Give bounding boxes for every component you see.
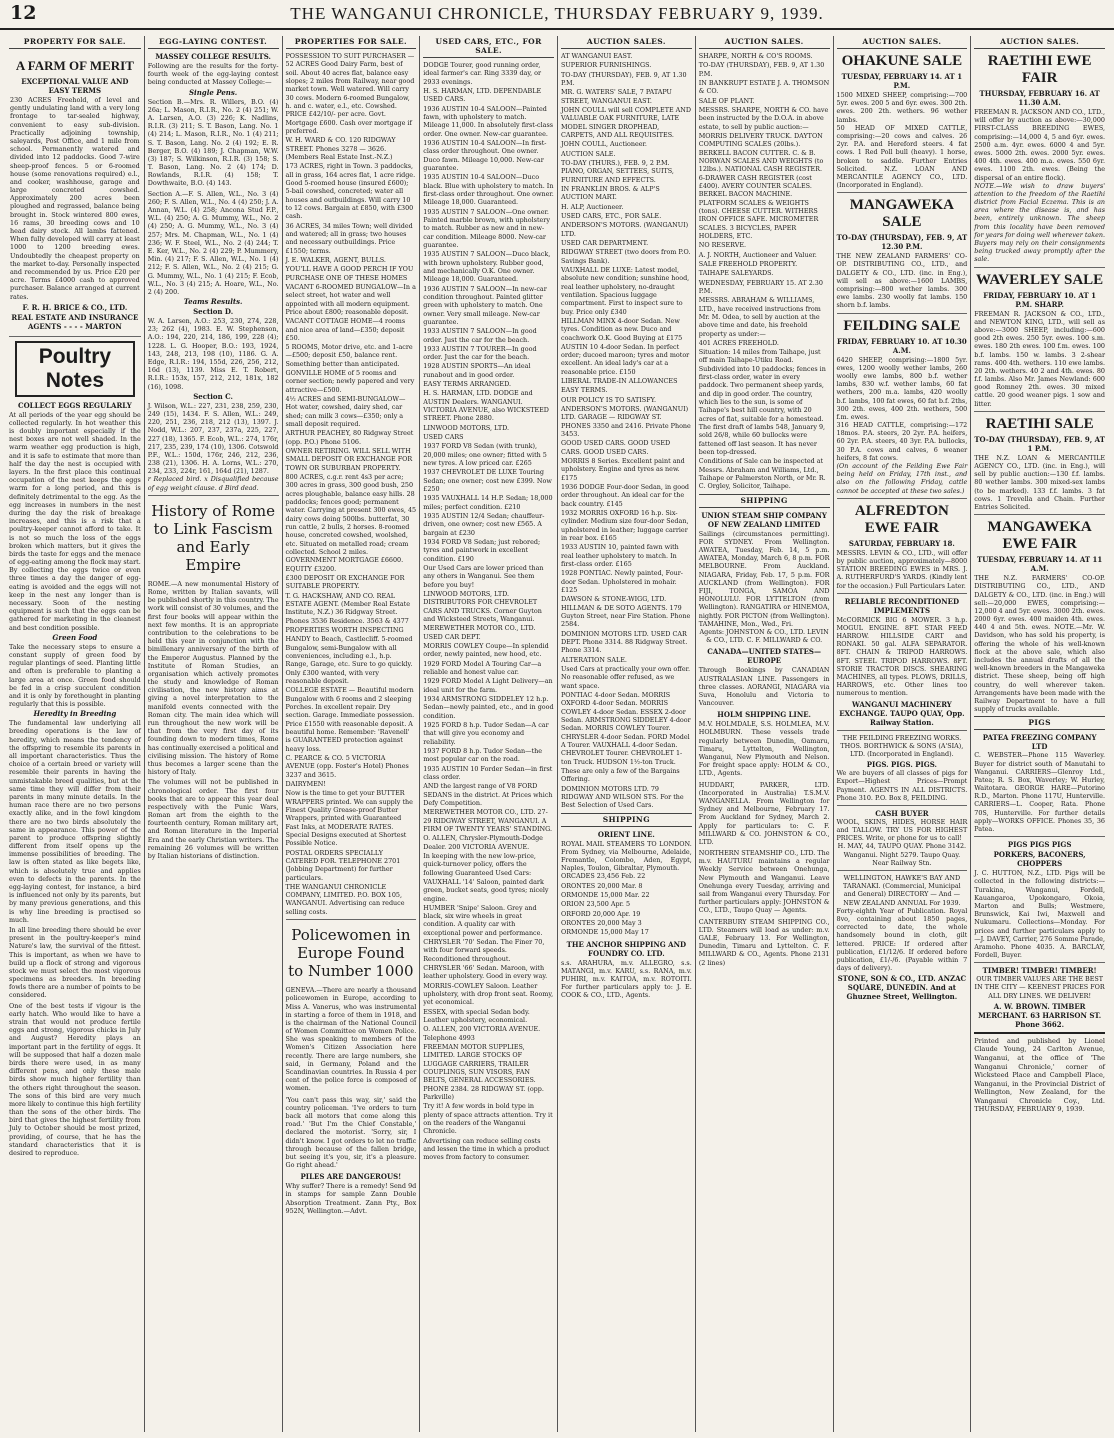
- used-car-listing: EASY TERMS ARRANGED.: [423, 380, 511, 389]
- property-listing: PROPERTIES WORTH INSPECTING: [285, 625, 404, 634]
- used-car-listing: O. ALLEN, 200 VICTORIA AVENUE. Telephone 4993: [423, 1025, 541, 1042]
- sailing-row: ORFORD 20,000 Apr. 19: [561, 909, 641, 918]
- auction-listing: H. ALP, Auctioneer.: [561, 202, 624, 211]
- property-listing: POSSESSION TO SUIT PURCHASER — 52 ACRES Good Dairy Farm, best of soil. About 40 acres flat, balance easy slopes; 2 miles from Railway, near good market town. Well watered. Will carry 30 cows. Modern 6-roomed Bungalow, h. and c. water, e.l., etc. Cowshed. PRICE £42/10/- per acre. Govt. Mortgage £600. Cash over mortgage if preferred.: [285, 52, 415, 135]
- auction-listing: SALE FREEHOLD PROPERTY.: [698, 259, 798, 268]
- section-b-results: Section B.—Mrs. R. Willers, B.O. (4) 26a; L. Mason, R.I.R., No. 2 (4) 251; W. A. Larsen, A.O. (3) 226; K. Nadlins, R.I.R. (3) 211; S. T. Bason, Lang. No. 1 (4) 214; L. Mason, R.I.R., No. 1 (4) 211; S. T. Bason, Lang. No. 2 (4) 192; E. R. Berger, B.O. (4) 189; J. Chapman, W.W. (3) 187; S. Wilkinson, R.I.R. (3) 158; S. T. Bason, Lang. No. 2 (4) 174; D. Rowlands, R.I.R. (4) 158; T. Dowthwaite, B.O. (4) 143.: [147, 97, 279, 188]
- used-car-listing: 1935 AUSTIN 7 SALOON—Duco black, with brown upholstery. Rubber good, and mechanically O.K. One owner. Mileage 18,000. Guaranteed.: [423, 250, 551, 284]
- used-car-listing: 1934 ARMSTRONG SIDDELEY 12 h.p. Sedan—newly painted, etc., and in good condition.: [423, 694, 554, 720]
- farm-title: A FARM OF MERIT: [15, 58, 134, 73]
- section-d-heading: Section D.: [193, 307, 234, 317]
- sailings-table: [561, 872, 692, 936]
- used-car-listing: HUMBER 'Snipe' Saloon. Grey and black, six wire wheels in great condition. A quality car with exceptional power and performance.: [423, 903, 543, 937]
- auction-listing: MORRIS DELIVERY TRUCK. DAYTON COMPUTING SCALES (20lbs.). BERKELL BACON CUTTER. C. & B. NORWAN SCALES AND WEIGHTS (to 12lbs.). NATIONAL CASH REGISTER. 6-DRAWER CASH REGISTER (cost £400). AVERY COUNTER SCALES. BERKEL BACON MACHINE. PLATFORM SCALES & WEIGHTS (tons). CHEESE CUTTER. WITHERS IRON OFFICE SAFE. MICROMETER SCALES. 3 BICYCLES, PAPER HOLDERS, ETC.: [698, 131, 824, 240]
- used-car-listing: FREEMAN MOTOR SUPPLIES, LIMITED. LARGE STOCKS OF LUGGAGE CARRIERS, TRAILER COUPLINGS, SUN VISORS, FAN BELTS, GENERAL ACCESSORIES. PHONE 2384. 28 RIDGWAY ST. (opp. Parkville): [423, 1043, 544, 1102]
- auction-listings: [699, 52, 830, 491]
- divider: [837, 498, 968, 499]
- ussco-heading: UNION STEAM SHIP COMPANY OF NEW ZEALAND LIMITED: [701, 510, 827, 529]
- freezing-works: THE FEILDING FREEZING WORKS. THOS. BORTHWICK & SONS (A'SIA), LTD. (Incorporated in England).: [840, 733, 964, 758]
- used-car-listing: 1929 FORD Model A Touring Car—a reliable and honest value car.: [423, 659, 542, 676]
- property-listing: DAIRYMEN!: [285, 779, 326, 788]
- replacement-note: r Replaced bird. x Disqualified because of egg weight clause. d Bird dead.: [147, 475, 279, 492]
- used-car-listing: MEREWETHER MOTOR CO., LTD. USED CAR DEPT.: [423, 624, 536, 641]
- used-car-listing: 1935 AUSTIN 10 Forder Sedan—in first class order.: [423, 764, 553, 781]
- used-car-listing: Our Used Cars are lower priced than any others in Wanganui. See them before you buy!: [423, 564, 544, 589]
- auction-listing: AUSTIN 10 4-door Sedan. In perfect order; ducoed maroon; tyres and motor excellent. An ideal lady's car at a reasonable price. £150: [561, 342, 690, 376]
- canada-heading: CANADA—UNITED STATES—EUROPE: [707, 647, 821, 666]
- auction-listing: AUCTION SALE.: [561, 149, 616, 158]
- mangaweka-sale-body: THE NEW ZEALAND FARMERS' CO-OP. DISTRIBUTING CO., LTD., and DALGETY & CO., LTD. (inc. in Eng.), will sell as above:—1600 LAMBS, comprising:—800 wether lambs. 300 ewe lambs. 230 woolly fat lambs. 150 shorn b.f. lambs.: [836, 252, 968, 310]
- ussco-agents: Agents: JOHNSTON & CO., LTD. LEVIN & CO., LTD. C. F. MILLWARD & CO.: [699, 627, 829, 645]
- used-car-listing: 1937 FORD 8 h.p. Tudor Sedan—the most popular car on the road.: [423, 746, 543, 764]
- column-1: [6, 36, 144, 1432]
- property-listing: 36 ACRES, 34 miles Town; well divided and watered; all in grass; two houses and necessary outbuildings. Price £1550; terms.: [285, 221, 413, 255]
- column-8: [970, 36, 1108, 1432]
- timber-heading: TIMBER! TIMBER! TIMBER!: [982, 966, 1097, 976]
- divider: [974, 962, 1105, 963]
- northern-body: NORTHERN STEAMSHIP CO., LTD. The m.v. HAUTURU maintains a regular Weekly Service between Onehunga, New Plymouth and Wanganui. Leave Onehunga every Tuesday, arriving and sail from Wanganui every Thursday. For further particulars apply: JOHNSTON & CO., LTD., Taupo Quay — Agents.: [698, 849, 830, 915]
- heredity-heading: Heredity in Breeding: [33, 709, 117, 719]
- auction-listing: MESSRS. SHARPE, NORTH & CO. have been instructed by the D.O.A. in above estate, to sell by public auction:—: [698, 105, 829, 131]
- column-3: [282, 36, 420, 1432]
- farm-body: 230 ACRES Freehold, of level and gently undulating land with a very long frontage to tar-sealed highway, convenient to easy sub-division. Practically adjoining township, saleyards, Post Office, and 1 mile from school. Permanently watered and divided into 12 paddocks. Good 7-wire sheep-proof fences. 5 or 6-roomed house (some renovations required) e.l., and cooker, washhouse, garage and large concreted cowshed. Approximately 200 acres been ploughed and regrassed, balance being brought in. Stock wintered 800 ewes, 16 rams, 30 breeding cows and 10 head dairy stock. All lambs fattened. When fully developed will carry at least 1000 to 1200 breeding ewes. Undoubtedly the cheapest property on the market to-day. Personally inspected and recommended by us. Price £20 per acre. Terms £4000 cash to approved purchaser. Balance arranged at current rates.: [10, 96, 140, 301]
- used-car-listing: 1937 CHEVROLET DE LUXE Touring Sedan; one owner; cost new £399. Now £250: [423, 468, 552, 494]
- section-heading: EGG-LAYING CONTEST.: [148, 36, 279, 49]
- auction-listing: A. J. NORTH, Auctioneer and Valuer.: [698, 250, 817, 259]
- holm-body: M.V. HOLMDALE, S.S. HOLMLEA, M.V. HOLMBURN. These vessels trade regularly between Dunedin, Oamaru, Timaru, Lyttelton, Wellington, Wanganui, New Plymouth and Nelson. For freight space apply: HOLM & CO., LTD., Agents.: [698, 720, 830, 778]
- section-heading: USED CARS, ETC., FOR SALE.: [423, 36, 554, 58]
- section-heading: PROPERTY FOR SALE.: [9, 36, 141, 49]
- divider: [974, 267, 1105, 268]
- contest-title: MASSEY COLLEGE RESULTS.: [155, 52, 271, 61]
- sailing-row: ORMONDE 15,000 Mar. 22: [561, 890, 650, 899]
- property-listing: 800 ACRES, c.g.r. rent 4s3 per acre; 300 acres in grass, 300 good bush, 250 acres ploughable, balance easy hills. 28 paddocks; fences good; permanent water. Carrying at present 300 ewes, 45 dairy cows doing 500lbs. butterfat, 30 run cattle, 2 bulls, 2 horses. 8-roomed house, concreted cowshed, woolshed, etc. Situated on metalled road; cream collected. School 2 miles. GOVERNMENT MORTGAGE £6600. EQUITY £3200.: [285, 473, 417, 573]
- auction-listing: 1928 PONTIAC. Newly painted, Four-door Sedan. Upholstered in mohair. £125: [561, 569, 683, 595]
- section-heading: PROPERTIES FOR SALE.: [286, 36, 417, 49]
- auction-listing: Situation: 14 miles from Taihape, just off main Taihape-Utiku Road. Subdivided into 10 paddocks; fences in first-class order, water in every paddock. Two permanent sheep yards, and dip in good order. The country, which lies to the sun, is some of Taihape's best hill country, with 20 acres of flat, suitable for a homestead. The first draft of lambs 548, January 9, sold 26/8, while 60 bullocks were fattened off last season. It has never been top-dressed.: [698, 348, 826, 457]
- used-car-listing: 1935 AUSTIN 7 SALOON—One owner. Painted marble brown, with upholstery to match. Rubber as new and in new-car condition. Mileage 8000. New-car guarantee.: [423, 207, 550, 249]
- property-listing: GONVILLE HOME of 5 rooms and corner section; newly papered and very attractive—£500.: [285, 369, 415, 394]
- section-c-results: J. Wilson, W.L.: 227, 231, 238, 259, 230, 249 (15), 1434. F. S. Allen, W.L.: 249, 220, 251, 236, 218, 212 (13), 1397. J. Nodd, W.L.: 207, 237, 237a, 225, 227, 227 (18), 1365. F. Ecob, W.L.: 274, 176r, 217, 235, 239, 174 (10), 1306. Cotswold P.F., W.L.: 150d, 176r, 246, 212, 236, 238 (21), 1306. H. A. Lorns, W.L.: 270, 234, 233, 224r, 161, 164d (21), 1287.: [147, 401, 279, 476]
- policewomen-title: Policewomen in Europe Found to Number 1000: [288, 926, 414, 981]
- used-car-listing: Try it! A few words in bold type in plenty of space attracts attention. Try it on the readers of the Wanganui Chronicle.: [423, 1102, 553, 1136]
- piles-heading: PILES ARE DANGEROUS!: [300, 1172, 402, 1182]
- heredity-body-3: One of the best tests if vigour is the early hatch. Who would like to have a strain that would not produce fertile eggs and strong, vigorous chicks in July and August? Heredity plays an important part in the fertility of eggs. It will be supposed that half a dozen male birds there were used, in as many different pens, and only these male birds show much higher fertility than the others right throughout the season. The sons of this bird are very much more likely to continue this high fertility than the sons of the other birds. The bird that gives the highest fertility from July to October should be most prized, providing, of course, that he has the standard characteristics that it is desired to reproduce.: [9, 1001, 141, 1157]
- raetihi-sale-date: TO-DAY (THURSDAY), FEB. 9, AT 1 P.M.: [974, 434, 1105, 453]
- mangaweka-sale-date: TO-DAY (THURSDAY), FEB. 9, AT 12.30 P.M.: [836, 233, 968, 252]
- auction-listing: 401 ACRES FREEHOLD.: [698, 338, 779, 347]
- page-number: 12: [10, 2, 37, 24]
- auction-listing: TO-DAY (THURSDAY), FEB. 9, AT 1.30 P.M.: [561, 70, 687, 87]
- auction-listing: RIDGWAY STREET (two doors from P.O. Savings Bank).: [561, 248, 691, 265]
- used-car-listing: 1936 AUSTIN 10-4 SALOON—In first-class order throughout. One owner. Duco fawn. Mileage 10,000. New-car guarantee.: [423, 138, 547, 172]
- auction-listing: TO-DAY (THURS.), FEB. 9, 2 P.M. PIANO, ORGAN, SETTEES, SUITS, FURNITURE AND EFFECTS.: [561, 158, 674, 184]
- pigs-line: PIGS PIGS PIGS: [1007, 840, 1072, 850]
- auction-listing: EASY TERMS.: [561, 386, 608, 395]
- divider: [837, 805, 968, 806]
- auction-listing: Conditions of Sale can be inspected at Messrs. Abraham and Williams, Ltd., Taihape or Palmerston North, or Mr. R. C. Orgley, Solicitor, Taihape.: [698, 457, 826, 491]
- canada-body: Through Bookings by CANADIAN AUSTRALASIAN LINE. Passengers in three classes. AORANGI, NIAGARA via Suva, Honolulu and Victoria to Vancouver.: [698, 666, 830, 708]
- shipping-heading: SHIPPING: [561, 813, 692, 827]
- property-listings: [286, 52, 417, 916]
- pigs-body: We are buyers of all classes of pigs for Export—Highest Prices—Prompt Payment. AGENTS IN ALL DISTRICTS. Phone 310. P.O. Box 8, FEILDING.: [836, 769, 968, 802]
- auction-listing: ALTERATION SALE.: [561, 655, 627, 664]
- raetihi-fair-title: RAETIHI EWE FAIR: [987, 53, 1092, 86]
- collect-eggs-heading: COLLECT EGGS REGULARLY: [18, 400, 132, 410]
- used-car-listing: MEREWETHER MOTOR CO., LTD. 27-29 RIDGWAY STREET, WANGANUI. A FIRM OF TWENTY YEARS' STANDING.: [423, 808, 553, 833]
- auction-listing: WEDNESDAY, FEBRUARY 15. AT 2.30 P.M.: [698, 278, 823, 295]
- cash-buyer-body: WOOL, SKINS, HIDES, HORSE HAIR and TALLOW. TRY US FOR HIGHEST PRICES. Write, or phone for us to call!: [836, 817, 968, 843]
- property-listing: THE WANGANUI CHRONICLE COMPANY, LIMITED. P.O. BOX 105, WANGANUI. Advertising can reduce selling costs.: [285, 882, 405, 916]
- farm-agent-line: REAL ESTATE AND INSURANCE AGENTS - - - - MARTON: [11, 312, 139, 331]
- auction-listing: IN FRANKLIN BROS. & ALP'S AUCTION MART.: [561, 184, 660, 202]
- section-heading: AUCTION SALES.: [837, 36, 968, 49]
- poultry-notes-heading: Poultry Notes: [15, 341, 135, 397]
- used-car-listing: H. S. HARMAN, LTD. DEPENDABLE USED CARS.: [423, 86, 542, 104]
- auction-listing: MORRIS 8 Series. Excellent paint and upholstery. Engine and tyres as new. £175: [561, 457, 685, 482]
- divider: [974, 514, 1105, 515]
- waverley-sale-title: WAVERLEY SALE: [976, 271, 1104, 288]
- mangaweka-sale-title: MANGAWEKA SALE: [849, 197, 954, 231]
- used-car-listing: DODGE Tourer, good running order, ideal farmer's car. Ring 3339 day, or 2933 evenings.: [423, 61, 542, 86]
- single-pens-heading: Single Pens.: [189, 87, 238, 97]
- patea-heading: PATEA FREEZING COMPANY LTD: [982, 733, 1097, 752]
- column-5: [557, 36, 695, 1432]
- ohakune-sale-body-2: 50 HEAD OF MIXED CATTLE, comprising:—20 cows and calves. 26 2yr. P.A. and Hereford steers. 4 fat cows. 1 Red Poll bull (heavy). 1 horse, broken to saddle. Further Entries Solicited. N.Z. LOAN AND MERCANTILE AGENCY CO., LTD. (Incorporated in England).: [836, 123, 968, 190]
- orient-line-body: ROYAL MAIL STEAMERS TO LONDON. From Sydney, via Melbourne, Adelaide, Fremantle, Colombo, Aden, Egypt, Naples, Toulon, Gibraltar, Plymouth.: [561, 839, 692, 873]
- used-car-listing: 1937 FORD V8 Sedan (with trunk), 20,000 miles; one owner; fitted with 5 new tyres. A low priced car. £265: [423, 442, 547, 468]
- directory-body: Forty-eighth Year of Publication. Royal 8vo, containing about 1850 pages, corrected to date, the whole handsomely bound in cloth, gilt lettered. PRICE: If ordered after publication, £1/12/6. If ordered before publication, £1/-/6. (Payable within 7 days of delivery).: [836, 906, 968, 973]
- auction-listing: LIBERAL TRADE-IN ALLOWANCES: [561, 377, 678, 386]
- auction-listing: DAWSON & STONE-WIGG, LTD. HILLMAN & DE SOTO AGENTS. 179 Guyton Street, near Fire Station. Phone 2584.: [561, 595, 691, 629]
- divider: [148, 495, 279, 496]
- sailing-row: ORMONDE 15,000 May 17: [561, 928, 649, 937]
- divider: [974, 836, 1105, 837]
- property-listing: C. PEARCE & CO. 5 VICTORIA AVENUE (opp. Foster's Hotel) Phones 3237 and 3615.: [285, 753, 409, 779]
- printer-imprint: Printed and published by Lionel Claude Young, 24 Carlton Avenue, Wanganui, at the office of 'The Wanganui Chronicle,' corner of Wicksteed Place and Campbell Place, Wanganui, in the Provincial District of Wellington, New Zealand, for the Wanganui Chronicle Coy., Ltd. THURSDAY, FEBRUARY 9, 1939.: [974, 1032, 1105, 1114]
- divider: [837, 593, 968, 594]
- porkers-heading: PORKERS, BACONERS, CHOPPERS: [993, 850, 1086, 869]
- used-car-listing: ESSEX, with special Sedan body. Leather upholstery, economical.: [423, 1007, 530, 1025]
- auction-listing: JOHN COULL will sell COMPLETE AND VALUABLE OAK FURNITURE, LATE MODEL SINGER DROPHEAD, CARPETS, AND ALL REQUISITES.: [561, 105, 692, 139]
- machinery-exchange: WANGANUI MACHINERY EXCHANGE. TAUPO QUAY, Opp. Railway Station.: [839, 699, 965, 727]
- mangaweka-fair-date: TUESDAY, FEBRUARY 14. AT 11 A.M.: [976, 555, 1103, 574]
- auction-listing: 1932 MORRIS OXFORD 16 h.p. Six-cylinder. Medium size four-door Sedan, upholstered in leather; luggage carrier in rear box. £165: [561, 509, 689, 543]
- newspaper-columns: [6, 36, 1108, 1432]
- auction-listing: 1936 DODGE Four-door Sedan, in good order throughout. An ideal car for the back country. £145: [561, 483, 690, 508]
- used-car-listing: Advertising can reduce selling costs and lessen the time in which a product moves from factory to consumer.: [423, 1136, 550, 1162]
- sailing-row: ORCADES 23,456 Feb. 22: [561, 872, 646, 881]
- green-food-body: Take the necessary steps to ensure a constant supply of green food by regular plantings of seed. Planting little and often is preferable to planting a large area at once. Green food should be fed in a crisp succulent condition and it is only by forethought in planting regularly that this is possible.: [9, 642, 141, 709]
- canterbury-body: CANTERBURY STEAM SHIPPING CO., LTD. Steamers will load as under: m.v. GALE, February 13. For Wellington, Dunedin, Timaru and Lyttelton. C. F. MILLWARD & CO., Agents. Phone 2131 (2 lines): [698, 917, 830, 967]
- auction-listing: SHARPE, NORTH & CO'S ROOMS.: [698, 52, 813, 60]
- column-7: [833, 36, 971, 1432]
- auction-listing: IN BANKRUPT ESTATE J. A. THOMSON & CO.: [698, 78, 830, 96]
- section-heading: AUCTION SALES.: [974, 36, 1105, 49]
- used-car-listings: [423, 61, 554, 1162]
- heredity-body: The fundamental law underlying all breeding operations is the law of heredity, which means the tendency of the offspring to resemble its parents in all important characteristics. Thus the choice of a certain breed or variety will resemble their parents in having the unmistakable breed qualities, but at the same time they will differ from their parents in many minute details. In the human race there are no two persons exactly alike, and in the fowl kingdom there are no two birds absolutely the same in appearance. This power of the parent to produce offspring slightly different from itself opens up the immense possibilities of breeding. The law is often stated as like begets like, which is absolutely true and applies even to defects in the parents. In the egg-laying contest, for instance, a bird is influenced not only by its parents, but by many previous generations, and this is why line breeding is practised so much.: [9, 719, 141, 924]
- farm-subtitle: EXCEPTIONAL VALUE AND EASY TERMS: [21, 77, 129, 95]
- used-car-listing: 1929 FORD Model A Light Delivery—an ideal unit for the farm.: [423, 677, 553, 694]
- pigs-heading: PIGS: [974, 716, 1105, 730]
- feilding-sale-body-2: 316 HEAD CATTLE, comprising:—172 18mos. P.A. steers, 20 2yr. P.A. heifers, 60 2yr. P.A. steers, 40 3yr. P.A. bullocks, 30 P.A. cows and calves, 6 weaner heifers, 8 fat cows.: [836, 421, 968, 462]
- divider: [286, 919, 417, 920]
- teams-heading: Teams Results.: [183, 297, 243, 307]
- auction-listing: USED CARS, ETC., FOR SALE.: [561, 211, 662, 220]
- section-a-results: Section A.—F. S. Allen, W.L., No. 3 (4) 260; F. S. Allen, W.L., No. 4 (4) 250; J. A. Annan, W.L. (4) 258; Ancona Stud F.P., W.L. (4) 250; A. G. Mummy, W.L., No. 2 (4) 250; A. G. Mummy, W.L., No. 3 (4) 257; Mrs. M. Chapman, W.L., No. 1 (4) 236; W. F. Steel, W.L., No. 2 (4) 244; T. E. Ker, W.L., No. 2 (4) 229; P. Mummery, Min. (4) 217; F. S. Allen, W.L., No. 1 (4) 212; F. S. Allen, W.L., No. 2 (4) 215; G. G. Mummy, W.L., No. 1 (4) 215; F. Ecob, W.L., No. 3 (4) 215; A. Hoare, W.L., No. 2 (4) 200.: [147, 189, 279, 296]
- auction-listing: PONTIAC 4-door Sedan. MORRIS OXFORD 4-door Sedan. MORRIS COWLEY 4-door Sedan. ESSEX 2-door Sedan. ARMSTRONG SIDDELEY 4-door Sedan. MORRIS COWLEY Tourer. CHRYSLER 4-door Sedan. FORD Model A Tourer. VAUXHALL 4-door Sedan. CHEVROLET Tourer. CHEVROLET 1-ton Truck. HUDSON 1½-ton Truck.: [561, 690, 691, 766]
- property-listing: VACANT 6-ROOMED BUNGALOW—In a select street, hot water and well appointed with all modern equipment. Price about £800; reasonable deposit.: [285, 282, 416, 316]
- used-car-listing: 1935 VAUXHALL 14 H.P. Sedan; 18,000 miles; perfect condition. £210: [423, 494, 553, 511]
- stone-son-co: STONE, SON & CO., LTD. ANZAC SQUARE, DUNEDIN. And at Ghuznee Street, Wellington.: [837, 974, 967, 1002]
- auction-listing: VAUXHALL DE LUXE: Latest model, absolute new condition; sunshine hood, real leather upholstery, no-draught ventilation. Spacious luggage compartment. First to inspect sure to buy. Price only £340: [561, 265, 690, 316]
- alfredton-fair-title: ALFREDTON EWE FAIR: [854, 502, 949, 536]
- auction-listing: SUPERIOR FURNISHINGS.: [561, 61, 652, 70]
- property-listing: HANDY to Beach, Castlecliff. 5-roomed Bungalow, semi-Bungalow with all conveniences, including e.l., h.p. Range, Garage, etc. Sure to go quickly. Only £300 wanted, with very reasonable deposit.: [285, 635, 413, 685]
- used-car-listing: CHRYSLER '70' Sedan. The Finer 70, with four forward speeds. Reconditioned throughout.: [423, 938, 545, 963]
- section-heading: AUCTION SALES.: [561, 36, 692, 49]
- auction-listings: [561, 52, 692, 810]
- anchor-heading: THE ANCHOR SHIPPING AND FOUNDRY CO. LTD.: [566, 939, 687, 958]
- may-address: H. MAY, 44, TAUPO QUAY. Phone 3142. Wanganui. Night 5279. Taupo Quay. Near Railway Stn.: [837, 842, 967, 867]
- ussco-body: Sailings (circumstances permitting). FOR SYDNEY. From Wellington. AWATEA, Tuesday, Feb. 14, 5 p.m. AWATEA, Monday, March 6, 8 p.m. FOR MELBOURNE. From Auckland. NIAGARA, Friday, Feb. 17, 5 p.m. FOR AUCKLAND (from Wellington). FOR FIJI, TONGA, SAMOA AND HONOLULU. FOR LYTTELTON (from Wellington). RANGATIRA or HINEMOA, nightly. FOR PICTON (from Wellington). TAMAHINE, Mon., Wed., Fri.: [698, 529, 830, 628]
- used-car-listing: 1936 AUSTIN 7 SALOON—In new-car condition throughout. Painted glitter green with upholstery to match. One owner. Very small mileage. New-car guarantee.: [423, 284, 547, 326]
- joke-body: 'You can't pass this way, sir,' said the country policeman. 'I've orders to turn back all motors that come along this road.' 'But I'm the Chief Constable,' declared the motorist. 'Sorry, sir, I didn't know. I got orders to let no traffic through because of the fallen bridge, but seeing it's you, sir, it's a pleasure. Go right ahead.': [285, 1095, 417, 1170]
- feilding-sale-date: FRIDAY, FEBRUARY 10. AT 10.30 A.M.: [836, 336, 967, 355]
- pigs-line: PIGS. PIGS. PIGS.: [866, 760, 937, 770]
- green-food-heading: Green Food: [52, 632, 98, 642]
- timber-body: OUR TIMBER VALUES ARE THE BEST IN THE CITY — KEENEST PRICES FOR ALL DRY LINES. WE DELIVER!: [974, 975, 1105, 1000]
- property-listing: 173 ACRES, right in Town. 3 paddocks, all in grass, 164 acres flat, 1 acre ridge. Good 5-roomed house (insured £600); 5-bail cowshed, concreted; water all houses and outbuildings. Will carry 10 to 12 cows. Bargain at £850, with £300 cash.: [285, 162, 416, 221]
- used-car-listing: AND the largest range of V8 FORD SEDANS in the district. At Prices which Defy Competition.: [423, 782, 553, 807]
- used-car-listing: H. S. HARMAN, LTD. DODGE and AUSTIN Dealers. WANGANUI. VICTORIA AVENUE, also WICKSTEED STREET. Phone 2880.: [423, 389, 549, 423]
- section-d-results: W. A. Larsen, A.O.: 253, 230, 274, 228, 23; 262 (4), 1983. E. W. Stephenson, A.O.: 194, 220, 214, 186, 199, 228 (4); 1228. L. G. Hooper, B.O.: 193, 1924, 143, 248, 213, 198 (10), 1186. G. A. Edge, R.I.R.: 194, 155d, 226, 256, 212, 16d (13), 1139. Miss E. T. Robert, R.I.R.: 153x, 157, 212, 212, 181x, 182 (16), 1098.: [147, 317, 279, 391]
- column-2: [144, 36, 282, 1432]
- auction-listing: 1933 AUSTIN 10, painted fawn with real leather upholstery to match. In first-class order. £165: [561, 543, 679, 569]
- auction-listing: JOHN COULL, Auctioneer.: [561, 140, 647, 149]
- sailing-row: ORION 23,500 Apr. 5: [561, 900, 631, 909]
- alfredton-fair-date: SATURDAY, FEBRUARY 18.: [848, 538, 955, 548]
- property-listing: £300 DEPOSIT OR EXCHANGE FOR SUITABLE PROPERTY.: [285, 574, 405, 591]
- raetihi-fair-body: FREEMAN R. JACKSON AND CO., LTD., will offer by auction as above:—30,000 FIRST-CLASS BREEDING EWES, comprising:—14,000 4, 5 and 6yr. ewes. 2500 a.m. 4yr. ewes. 6000 4 and 5yr. ewes. 5000 2th. ewes. 2000 5yr. ewes. 400 4th. ewes. 400 m.a. ewes. 550 6yr. ewes. 1100 2th. ewes. (Being the dispersal of an entire flock).: [974, 108, 1105, 182]
- feilding-sale-body: 6420 SHEEP, comprising:—1800 5yr. ewes, 1200 woolly wether lambs, 260 woolly ewe lambs, 800 b.f. wether lambs, 830 w.f. wether lambs, 60 fat wethers, 200 m.a. lambs, 420 woolly b.f. lambs, 100 fat ewes, 60 fat b.f. 2ths, 300 2th. ewes, 400 2th. wethers, 500 f.m. ewes.: [836, 355, 968, 421]
- ohakune-sale-date: TUESDAY, FEBRUARY 14. AT 1 P.M.: [841, 72, 963, 90]
- auction-listing: GOOD USED CARS. GOOD USED CARS. GOOD USED CARS.: [561, 439, 671, 456]
- column-6: [695, 36, 833, 1432]
- patea-body: C. WEBSTER—Phone 115 Waverley. Buyer for district south of Manutahi to Wanganui. CARRIERS—Glenroy Ltd., Patea; R. S. Box, Waverley; W. Hurley, Waitotara. GEORGE HARE—Putorino R.D., Marton. Phone 117U, Hunterville. CARRIERS—L. Cooper, Rata. Phone 70S, Hunterville. For further details apply—WORKS OFFICE. Phones 35, 36 Patea.: [974, 751, 1105, 833]
- auction-listing: MR. G. WATERS' SALE, 7 PATAPU STREET, WANGANUI EAST.: [561, 88, 672, 105]
- divider: [837, 870, 968, 871]
- sailing-row: ORONTES 20,000 Mar. 8: [561, 881, 643, 890]
- mangaweka-fair-title: MANGAWEKA EWE FAIR: [987, 519, 1092, 553]
- divider: [974, 411, 1105, 412]
- raetihi-fair-note: NOTE.—We wish to draw buyers' attention to the freedom of the Raetihi district from Facial Eczema. This is an area where the disease is, and has been, entirely unknown. The sheep from this locality have been removed for years for doing well wherever taken. Buyers may rely on their consignments being trucked away promptly after the sale.: [974, 181, 1105, 264]
- orient-line-heading: ORIENT LINE.: [597, 829, 655, 839]
- used-car-listing: 1936 AUSTIN 10-4 SALOON—Painted fawn, with upholstery to match. Mileage 11,000. In absolutely first-class order. One owner. New-car guarantee.: [423, 104, 554, 138]
- anchor-body: s.s. ARAHURA, m.v. ALLEGRO, s.s. MATANGI, m.v. KARU, s.s. RANA, m.v. PUHIRI, m.v. KAITOA, m.v. ROTOITI. For further particulars apply to: J. E. COOK & CO., LTD., Agents.: [561, 958, 692, 1000]
- feilding-sale-title: FEILDING SALE: [843, 317, 961, 334]
- raetihi-sale-title: RAETIHI SALE: [985, 415, 1094, 432]
- used-car-listing: LINWOOD MOTORS, LTD.: [423, 423, 510, 432]
- auction-listing: MESSRS. ABRAHAM & WILLIAMS, LTD., have received instructions from Mr. M. Odea, to sell by auction at the above time and date, his freehold property as under:—: [698, 296, 821, 338]
- auction-listing: TAIHAPE SALEYARDS.: [698, 269, 774, 278]
- brown-timber: A. W. BROWN. TIMBER MERCHANT. 63 HARRISON ST. Phone 3662.: [978, 1001, 1102, 1029]
- used-car-listing: O. ALLEN, Chrysler-Plymouth-Dodge Dealer. 200 VICTORIA AVENUE.: [423, 834, 543, 851]
- porkers-body: J. C. HUTTON, N.Z., LTD. Pigs will be collected in the following districts:—Turakina, Wanganui, Fordell, Kauangaroa, Upokongaro, Okoia, Marton and Bulls; Westmere, Brunswick, Kai Iwi, Maxwell and Nukumaru. Collections—Monday. For prices and further particulars apply to—J. DAVEY, Carrier, 276 Somme Parade, Aramoho. Phone 4035. A. BARCLAY, Fordell, Buyer.: [974, 869, 1105, 960]
- used-car-listing: MORRIS-COWLEY Saloon. Leather upholstery, with drop front seat. Roomy, yet economical.: [423, 981, 554, 1007]
- column-4: [419, 36, 557, 1432]
- section-heading: AUCTION SALES.: [699, 36, 830, 49]
- ohakune-sale-body: 1500 MIXED SHEEP, comprising:—700 5yr. ewes. 200 5 and 6yr. ewes. 300 2th. ewes. 200 2th. wethers. 96 wether lambs.: [836, 91, 968, 124]
- auction-listing: ANDERSON'S MOTORS. (WANGANUI) LTD.: [561, 221, 689, 238]
- raetihi-sale-body: THE N.Z. LOAN & MERCANTILE AGENCY CO., LTD. (inc. in Eng.), will sell by public auction:—130 f.f. lambs. 80 wether lambs. 300 mixed-sex lambs (to be marked). 133 f.f. lambs. 3 fat cows. 1 Trevella and Chain. Further Entries Solicited.: [974, 453, 1105, 511]
- farm-agent: F. R. H. BRICE & CO., LTD.: [22, 302, 128, 312]
- policewomen-body: GENEVA.—There are nearly a thousand policewomen in Europe, according to Miss A. Vanerus, who was instrumental in starting a force of them in 1918, and is the chairman of the National Council of Women Committee on Women Police. She was speaking to members of the Women's Citizen Association here recently. There are large numbers, she said, in Germany, Poland and the Scandinavian countries. In Russia 4 per cent of the police force is composed of women.: [285, 986, 417, 1093]
- collect-eggs-body: At all periods of the year egg should be collected regularly. In hot weather this is doubly important especially if the nest boxes are not well shaded. In the warm weather egg production is high, and it is safe to estimate that more than half the day the nest is occupied with layers. In the first place this continual occupation of the nest keeps the eggs warm for a long period, and this is definitely detrimental to the egg. As the egg increases in numbers in the nest during the day the risk of breakage increases, and this is a risk that a poultry-keeper cannot afford to take. It is not so much the loss of the eggs broken which matters, but it gives the birds the taste for eggs and the menace of egg-eating among the flock may start. By collecting the eggs twice or even three times a day the danger of egg-eating is avoided and the eggs will not keep in the nest any longer than is necessary. Soon of the nesting equipment is such that the eggs can be gathered for marketing in the cleanest and best condition possible.: [9, 410, 141, 632]
- property-listing: 5 ROOMS, Motor drive, etc. and 1-acre—£500; deposit £50, balance rent. Something better than anticipated.: [285, 343, 413, 368]
- used-car-listing: 1933 AUSTIN 7 TOURER—In good order. Just the car for the beach.: [423, 344, 537, 362]
- property-listing: POSTAL ORDERS SPECIALLY CATERED FOR. TELEPHONE 2701 (Jobbing Department) for further particulars.: [285, 848, 401, 882]
- divider: [837, 730, 968, 731]
- rome-article-body-2: The volumes will not be published in chronological order. The first four books that are to appear this year deal respectively with the Punic Wars, Roman art from the eighth to the fourteenth century, Roman military art, and Roman literature in the Imperial Era and the early Christian writers. The remaining 26 volumes will be written by Italian historians of distinction.: [147, 778, 279, 860]
- contest-intro: Following are the results for the forty-fourth week of the egg-laying contest being conducted at Massey College:—: [147, 62, 279, 87]
- used-car-listing: 1935 AUSTIN 12/4 Sedan; chauffeur-driven, one owner; cost new £565. A bargain at £230: [423, 512, 545, 537]
- used-car-listing: 1935 AUSTIN 10-4 SALOON—Duco black. Blue with upholstery to match. In first-class order throughout. One owner. Mileage 18,000. Guaranteed.: [423, 173, 554, 207]
- property-listing: YOU'LL HAVE A GOOD PERCH IF YOU PURCHASE ONE OF THESE HOMES: [285, 265, 414, 282]
- used-car-listing: MORRIS COWLEY Coupe—In splendid order, newly painted, new hood, etc.: [423, 641, 549, 659]
- used-car-listing: LINWOOD MOTORS, LTD. DISTRIBUTORS FOR CHEVROLET CARS AND TRUCKS. Corner Guyton and Wicksteed Streets, Wanganui.: [423, 590, 542, 623]
- ohakune-sale-title: OHAKUNE SALE: [841, 53, 963, 69]
- auction-listing: NO RESERVE.: [698, 241, 747, 250]
- rome-article-title: History of Rome to Link Fascism and Early Empire: [151, 501, 276, 574]
- waverley-sale-body: FREEMAN R. JACKSON & CO., LTD., and NEWTON KING, LTD., will sell as above:—3000 SHEEP, including:—600 good 2th ewes. 250 5yr. ewes. 100 s.m. ewes. 180 2th ewes. 100 f.m. ewes. 100 b.f. lambs. 150 w. lambs. 3 2-shear rams. 400 4th. wethers. 110 ewe lambs. 20 2th. wethers. 40 2 and 4th. ewes. 80 f.f. lambs. Also Mr. James Newland: 600 good Romney 2th. ewes. 30 mixed cattle. 20 good weaner pigs. 1 sow and litter.: [974, 309, 1105, 408]
- auction-listing: SALE OF PLANT.: [698, 96, 755, 105]
- divider: [837, 313, 968, 314]
- auction-listing: Used Cars at practically your own offer. No reasonable offer refused, as we want space.: [561, 664, 690, 690]
- used-car-listing: 1933 AUSTIN 7 SALOON—In good order. Just the car for the beach.: [423, 327, 537, 344]
- property-listing: T. G. HACKSHAW, AND CO. REAL ESTATE AGENT. (Member Real Estate Institute, N.Z.) 36 Ridgway Street. Phones 3536 Residence. 3563 & 4377: [285, 591, 411, 625]
- raetihi-fair-date: THURSDAY, FEBRUARY 16. AT 11.30 A.M.: [979, 89, 1100, 107]
- property-listing: Now is the time to get your BUTTER WRAPPERS printed. We can supply the Finest Quality Grease-proof Butter Wrappers, printed with Guaranteed Fast Inks, at MODERATE RATES. Special Designs executed at Shortest Possible Notice.: [285, 789, 413, 848]
- heredity-body-2: In all line breeding there should be ever present in the poultry-keeper's mind Nature's law, the survival of the fittest. This is important, as when we have to build up a flock of strong and vigorous stock we must select the most vigorous specimens as breeders. In breeding fowls there are a number of points to be considered.: [9, 925, 141, 1000]
- divider: [837, 192, 968, 193]
- used-car-listing: CHRYSLER '66' Sedan. Maroon, with leather upholstery. Good in every way.: [423, 964, 548, 981]
- mangaweka-fair-body: THE N.Z. FARMERS' CO-OP. DISTRIBUTING CO., LTD., AND DALGETY & CO., LTD. (inc. in Eng.) will sell:—20,000 EWES, comprising:—12,000 4 and 5yr. ewes. 3000 2th. ewes. 2000 6yr. ewes. 400 maiden 4th. ewes. 440 4 and 5th. ewes. NOTE.—Mr. W. Davidson, who has sold his property, is offering the whole of his well-known flock at the above sale, which also includes the annual drafts of all the well-known breeders in the Mangaweka district. These sheep, being off high country, do well wherever taken. Arrangements have been made with the Railway Department to have a full supply of trucks available.: [974, 574, 1105, 714]
- alfredton-fair-body: MESSRS. LEVIN & CO., LTD., will offer by public auction, approximately—8000 STATION BREEDING EWES in MRS. J. A. RUTHERFURD'S YARDS. (Kindly lent for the occasion.) Full Particulars Later.: [836, 548, 968, 590]
- auction-listing: USED CAR DEPARTMENT.: [561, 238, 649, 247]
- property-listing: OWNER RETIRING. WILL SELL WITH SMALL DEPOSIT OR EXCHANGE FOR TOWN OR SUBURBAN PROPERTY.: [285, 447, 413, 472]
- implements-body: McCORMICK BIG 6 MOWER. 3 h.p. MOGUL ENGINE. 8FT. STAR FEED HARROW. HILLSIDE CART and RONAKI. 50 gal. ALFA SEPARATOR. 8FT. CHAIN & TRIPOD HARROWS. 8FT. STEEL TRIPOD HARROWS. 8FT. STORIE TRACTOR DISCS. SHEARING MACHINES, all types. PLOWS, DRILLS, HARROWS, etc. Other lines too numerous to mention.: [836, 615, 968, 698]
- auction-listing: TO-DAY (THURSDAY), FEB. 9, AT 1.30 P.M.: [698, 61, 825, 78]
- newspaper-title: THE WANGANUI CHRONICLE, THURSDAY FEBRUARY 9, 1939.: [290, 4, 824, 23]
- used-car-listing: USED CARS: [423, 433, 464, 442]
- used-car-listing: 1925 FORD 8 h.p. Tudor Sedan—A car that will give you economy and reliability.: [423, 720, 549, 746]
- auction-listing: DOMINION MOTORS LTD. 79 RIDGWAY AND WILSON STS. For the Best Selection of Used Cars.: [561, 784, 684, 810]
- auction-listing: OUR POLICY IS TO SATISFY.: [561, 395, 657, 404]
- shipping-heading: SHIPPING: [699, 494, 830, 508]
- section-c-heading: Section C.: [193, 391, 233, 401]
- masthead: [0, 0, 1114, 30]
- huddart-body: HUDDART, PARKER, LTD. (Incorporated in Australia) T.S.M.V. WANGANELLA. From Wellington for Sydney and Melbourne, February 17. From Auckland for Sydney, March 2. Apply for particulars to: C. F. MILLWARD & CO. JOHNSTON & CO., LTD.: [698, 780, 830, 846]
- auction-listing: ANDERSON'S MOTORS. (WANGANUI) LTD. GARAGE — RIDGWAY ST. PHONES 3350 and 2416. Private Phone 3453.: [561, 405, 691, 439]
- property-listing: ARTHUR PEACHEY, 80 Ridgway Street (opp. P.O.) Phone 5106.: [285, 429, 414, 446]
- property-listing: VACANT COTTAGE HOME—4 rooms and nice area of land—£350; deposit £50.: [285, 317, 406, 342]
- property-listing: 4½ ACRES and SEMI-BUNGALOW—Hot water, cowshed, dairy shed, car shed; can milk 3 cows—£350; only a small deposit required.: [285, 395, 406, 429]
- auction-listing: AT WANGANUI EAST.: [561, 52, 633, 60]
- waverley-sale-date: FRIDAY, FEBRUARY 10. AT 1 P.M. SHARP.: [983, 290, 1096, 309]
- used-car-listing: In keeping with the new low-price, quick-turnover policy, offers the following Guaranteed Used Cars:: [423, 851, 536, 877]
- auction-listing: HILLMAN MINX 4-door Sedan. New tyres. Condition as new. Duco and coachwork O.K. Good Buying at £175: [561, 316, 683, 342]
- rome-article-body: ROME.—A new monumental History of Rome, written by Italian savants, will be published shortly in this country. The work will consist of 30 volumes, and the first four books will appear within the next few months. It is an appropriate contribution to the celebrations to be held this year in conjunction with the bimillenary anniversary of the birth of the Emperor Augustus. Planned by the Institute of Roman Studies, an organisation which actively promotes the study and knowledge of Roman civilisation, the new history aims at giving a novel interpretation to the manifold events connected with the Roman city. The main idea which will run throughout the new work will be that from the very first day of its founding down to modern times, Rome has continually exercised a political and civilising mission. The history of Rome thus becomes a larger scene than the history of Italy.: [147, 579, 279, 777]
- used-car-listing: 1934 FORD V8 Sedan; just rebored; tyres and paintwork in excellent condition. £190: [423, 538, 541, 563]
- directory-heading: WELLINGTON, HAWKE'S BAY AND TARANAKI. (Commercial, Municipal and General) DIRECTORY — And — NEW ZEALAND ANNUAL For 1939.: [843, 874, 961, 907]
- used-car-listing: 1928 AUSTIN SPORTS—An ideal runabout and in good order.: [423, 362, 531, 379]
- auction-listing: DOMINION MOTORS LTD. USED CAR DEPT. Phone 3314. 88 Ridgway Street. Phone 3314.: [561, 629, 688, 655]
- holm-heading: HOLM SHIPPING LINE.: [717, 710, 811, 720]
- farm-advert: [9, 52, 141, 337]
- property-listing: COLLEGE ESTATE — Beautiful modern Bungalow with 6 rooms and 2 sleeping Porches. In excellent repair. Dry section. Garage. Immediate possession. Price £1550 with reasonable deposit. A beautiful home. Remember: 'Ravenell' is GUARANTEED protection against heavy loss.: [285, 686, 415, 753]
- property-listing: J. E. WALKER, AGENT, BULLS.: [285, 255, 386, 264]
- used-car-listing: VAUXHALL '14' Saloon, painted dark green, bucket seats, good tyres; nicely engine.: [423, 877, 549, 903]
- sailing-row: ORONTES 20,000 May 3: [561, 918, 642, 927]
- implements-heading: RELIABLE RECONDITIONED IMPLEMENTS: [844, 596, 960, 615]
- cash-buyer-heading: CASH BUYER: [875, 808, 929, 818]
- piles-body: Why suffer? There is a remedy! Send 9d in stamps for sample Zann Double Absorption Treatment. Zann Pty., Box 952N, Wellington.—Advt.: [285, 1182, 417, 1215]
- feilding-sale-note: (On account of the Feilding Ewe Fair being held on Friday, 17th inst., and also on the following Friday, cattle cannot be accepted at these two sales.): [836, 462, 968, 495]
- property-listing: W. H. WARD & CO. 120 RIDGWAY STREET. Phones 3278 — 3626. (Members Real Estate Inst.-N.Z.): [285, 136, 396, 161]
- auction-listing: These are only a few of the Bargains Offering.: [561, 766, 680, 784]
